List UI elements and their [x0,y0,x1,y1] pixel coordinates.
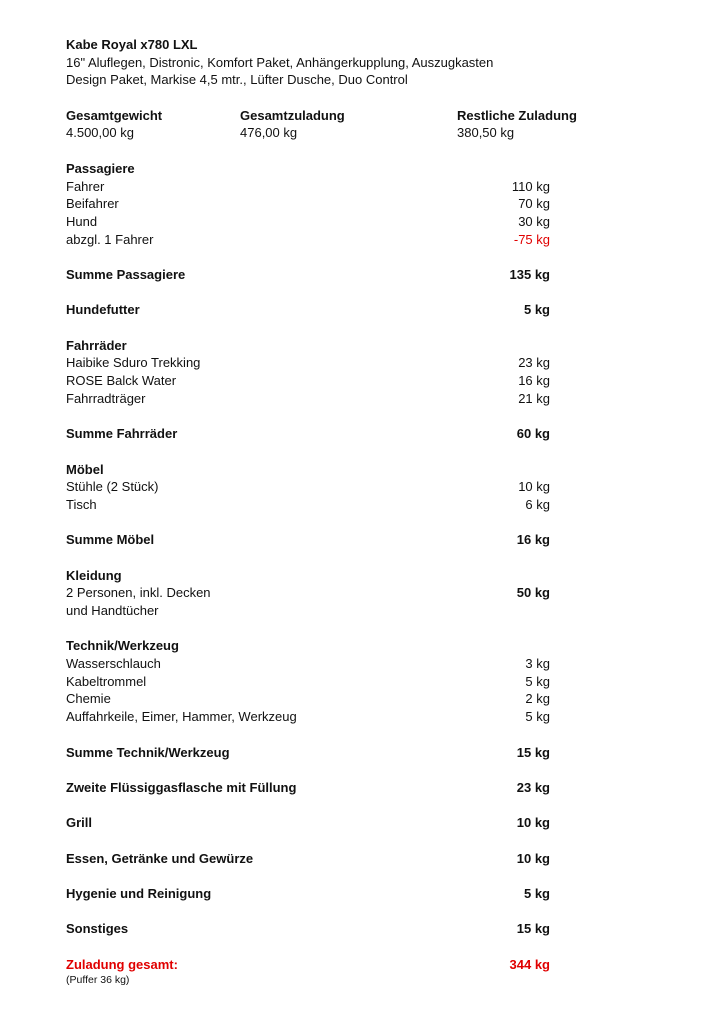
item-value: 16 kg [518,373,550,389]
row-hygiene [66,885,556,903]
sum-row-passagiere [66,266,556,284]
item-label-continued: und Handtücher [66,603,159,618]
item-label: Chemie [66,691,111,707]
item-label: Kabeltrommel [66,673,147,689]
sum-value: 16 kg [516,532,550,548]
section-heading-kleidung: Kleidung [66,567,122,583]
document-page [66,36,577,988]
sum-value: 15 kg [516,744,550,760]
item-value: 2 kg [525,691,550,707]
sum-row-moebel [66,531,556,549]
item-value-negative: -75 kg [513,231,550,247]
item-value: 30 kg [518,213,550,229]
row-gasflasche [66,779,556,797]
gesamtgewicht-value: 4.500,00 kg [66,125,134,141]
item-value: 5 kg [525,673,550,689]
sum-row-fahrraeder [66,425,556,443]
gesamtgewicht-label: Gesamtgewicht [66,107,163,123]
item-value: 23 kg [518,355,550,371]
item-value: 3 kg [525,656,550,672]
item-value: 5 kg [523,886,550,901]
list-item [66,708,556,726]
sum-label: Summe Technik/Werkzeug [66,744,230,760]
list-item [66,655,556,673]
total-label: Zuladung gesamt: [66,956,178,972]
row-sonstiges [66,920,556,938]
item-value: 10 kg [516,815,550,831]
item-label: Stühle (2 Stück) [66,479,159,495]
item-label: Fahrer [66,178,105,194]
item-value: 5 kg [525,709,550,725]
item-label: Tisch [66,496,97,512]
list-item [66,213,556,231]
weights-value-row [66,124,556,142]
list-item [66,178,556,196]
sum-value: 135 kg [509,266,550,282]
item-label: Hundefutter [66,302,140,318]
total-row [66,956,556,974]
section-heading-passagiere: Passagiere [66,160,135,176]
item-value: 5 kg [523,302,550,318]
total-value: 344 kg [509,956,550,972]
item-value: 110 kg [511,178,550,194]
options-line-2: Design Paket, Markise 4,5 mtr., Lüfter Dusche, Duo Control [66,72,408,88]
list-item [66,372,556,390]
item-label: Auffahrkeile, Eimer, Hammer, Werkzeug [66,709,297,725]
item-label: ROSE Balck Water [66,373,177,389]
gesamtzuladung-value: 476,00 kg [240,125,298,141]
restliche-zuladung-label: Restliche Zuladung [457,107,577,123]
gesamtzuladung-label: Gesamtzuladung [240,107,345,123]
sum-label: Summe Passagiere [66,266,186,282]
list-item [66,231,556,249]
row-hundefutter [66,301,556,319]
item-label: abzgl. 1 Fahrer [66,231,154,247]
item-label: 2 Personen, inkl. Decken [66,585,211,601]
item-label: Sonstiges [66,921,129,937]
item-label: Grill [66,815,93,831]
item-label: Beifahrer [66,196,119,212]
document-title: Kabe Royal x780 LXL [66,37,198,52]
item-value: 70 kg [518,196,550,212]
weights-header-row [66,107,577,125]
list-item [66,673,556,691]
item-value: 21 kg [518,390,550,406]
item-label: Hund [66,213,98,229]
item-label: Essen, Getränke und Gewürze [66,850,254,866]
list-item [66,478,556,496]
item-value: 6 kg [525,496,550,512]
item-label: Haibike Sduro Trekking [66,355,201,371]
sum-row-technik [66,744,556,762]
item-value: 50 kg [516,585,550,601]
row-essen [66,850,556,868]
item-value: 23 kg [516,779,550,795]
item-label: Wasserschlauch [66,656,161,672]
options-line-1: 16" Aluflegen, Distronic, Komfort Paket, Anhängerkupplung, Auszugkasten [66,54,494,70]
item-value: 10 kg [516,850,550,866]
sum-label: Summe Möbel [66,532,155,548]
section-heading-technik: Technik/Werkzeug [66,638,179,654]
list-item [66,195,556,213]
item-label: Hygenie und Reinigung [66,886,212,901]
sum-value: 60 kg [516,426,550,442]
list-item [66,390,556,408]
item-value: 15 kg [516,921,550,937]
row-grill [66,814,556,832]
sum-label: Summe Fahrräder [66,426,178,442]
buffer-note: (Puffer 36 kg) [66,974,130,987]
item-label: Zweite Flüssiggasflasche mit Füllung [66,779,297,795]
section-heading-moebel: Möbel [66,461,104,477]
item-value: 10 kg [518,479,550,495]
list-item [66,496,556,514]
restliche-zuladung-value: 380,50 kg [457,125,515,141]
list-item [66,690,556,708]
list-item [66,584,556,602]
item-label: Fahrradträger [66,390,146,406]
list-item [66,354,556,372]
section-heading-fahrraeder: Fahrräder [66,337,127,353]
